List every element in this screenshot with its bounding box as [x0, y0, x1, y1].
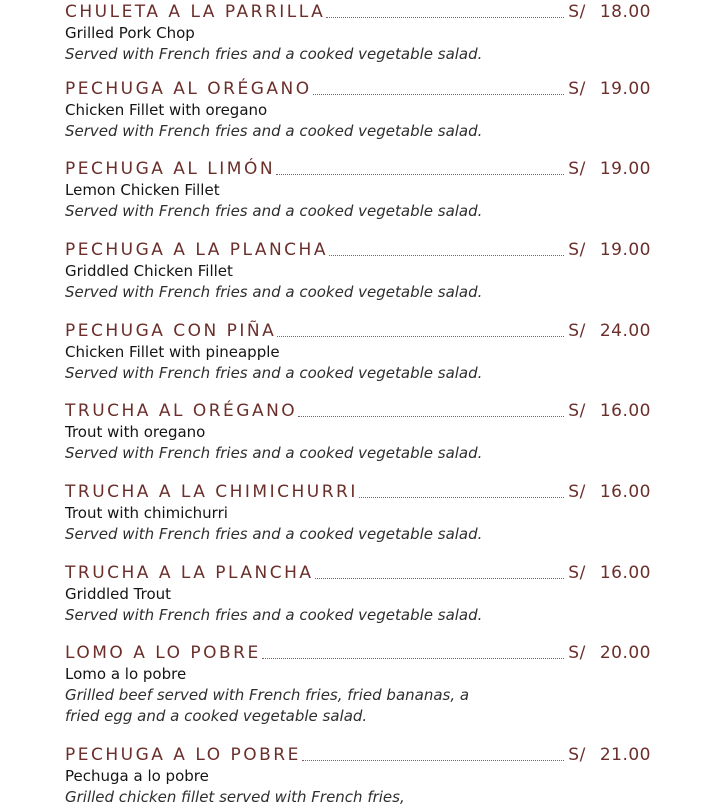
- dish-english-name: Pechuga a lo pobre: [65, 767, 209, 785]
- dish-price: [568, 158, 651, 180]
- dish-price: [568, 320, 651, 342]
- dish-description: fried egg and a cooked vegetable salad.: [65, 707, 368, 725]
- dot-leader: [302, 759, 564, 761]
- dot-leader: [298, 415, 564, 417]
- currency-symbol: S/: [568, 643, 586, 663]
- dot-leader: [277, 335, 564, 337]
- dish-price: [568, 400, 651, 422]
- dish-description: Served with French fries and a cooked vegetable salad.: [65, 444, 483, 462]
- dish-name: PECHUGA A LO POBRE: [65, 745, 301, 765]
- currency-symbol: S/: [568, 563, 586, 583]
- currency-symbol: S/: [568, 401, 586, 421]
- menu-item: [65, 158, 651, 222]
- dish-english-name: Griddled Chicken Fillet: [65, 262, 233, 280]
- currency-symbol: S/: [568, 2, 586, 22]
- dish-name: PECHUGA AL LIMÓN: [65, 159, 276, 179]
- menu-item-header: [65, 481, 651, 503]
- dish-description: Served with French fries and a cooked vegetable salad.: [65, 606, 483, 624]
- dot-leader: [326, 16, 564, 18]
- dish-name: LOMO A LO POBRE: [65, 643, 261, 663]
- currency-symbol: S/: [568, 745, 586, 765]
- price-value: 19.00: [599, 159, 651, 179]
- price-value: 20.00: [599, 643, 651, 663]
- dish-english-name: Griddled Trout: [65, 585, 172, 603]
- dish-name: PECHUGA A LA PLANCHA: [65, 240, 328, 260]
- price-value: 24.00: [599, 321, 651, 341]
- dish-price: [568, 562, 651, 584]
- price-value: 18.00: [599, 2, 651, 22]
- dish-description: Served with French fries and a cooked vegetable salad.: [65, 45, 483, 63]
- price-value: 16.00: [599, 563, 651, 583]
- menu-item-header: [65, 158, 651, 180]
- price-value: 21.00: [599, 745, 651, 765]
- dish-price: [568, 481, 651, 503]
- menu-item: [65, 1, 651, 65]
- menu-item: [65, 744, 651, 808]
- dish-price: [568, 239, 651, 261]
- dish-description: Served with French fries and a cooked vegetable salad.: [65, 202, 483, 220]
- menu-item: [65, 400, 651, 464]
- dish-description: Grilled beef served with French fries, fried bananas, a: [65, 686, 470, 704]
- menu-item-header: [65, 1, 651, 23]
- dot-leader: [329, 254, 564, 256]
- dish-english-name: Grilled Pork Chop: [65, 24, 195, 42]
- dish-english-name: Lemon Chicken Fillet: [65, 181, 220, 199]
- dish-description: Served with French fries and a cooked vegetable salad.: [65, 364, 483, 382]
- dish-name: TRUCHA AL ORÉGANO: [65, 401, 298, 421]
- menu-item-header: [65, 239, 651, 261]
- currency-symbol: S/: [568, 159, 586, 179]
- dish-name: PECHUGA CON PIÑA: [65, 321, 277, 341]
- price-value: 19.00: [599, 79, 651, 99]
- menu-item-header: [65, 320, 651, 342]
- dish-price: [568, 78, 651, 100]
- dot-leader: [315, 577, 565, 579]
- dish-name: TRUCHA A LA CHIMICHURRI: [65, 482, 358, 502]
- dish-name: CHULETA A LA PARRILLA: [65, 2, 326, 22]
- dish-price: [568, 642, 651, 664]
- menu-item: [65, 642, 651, 727]
- currency-symbol: S/: [568, 482, 586, 502]
- dot-leader: [313, 93, 565, 95]
- dot-leader: [276, 173, 564, 175]
- dish-price: [568, 744, 651, 766]
- dish-price: [568, 1, 651, 23]
- menu-item: [65, 239, 651, 303]
- price-value: 16.00: [599, 482, 651, 502]
- menu-item-header: [65, 642, 651, 664]
- menu-item-header: [65, 78, 651, 100]
- menu-item-header: [65, 744, 651, 766]
- dish-description: Served with French fries and a cooked vegetable salad.: [65, 283, 483, 301]
- menu-item: [65, 78, 651, 142]
- menu-item: [65, 481, 651, 545]
- price-value: 19.00: [599, 240, 651, 260]
- menu-item: [65, 562, 651, 626]
- price-value: 16.00: [599, 401, 651, 421]
- menu-item-header: [65, 400, 651, 422]
- currency-symbol: S/: [568, 240, 586, 260]
- menu-item-header: [65, 562, 651, 584]
- currency-symbol: S/: [568, 321, 586, 341]
- dish-description: Served with French fries and a cooked vegetable salad.: [65, 122, 483, 140]
- dish-english-name: Lomo a lo pobre: [65, 665, 187, 683]
- dish-english-name: Trout with chimichurri: [65, 504, 228, 522]
- dish-description: Grilled chicken fillet served with French fries,: [65, 788, 405, 806]
- dot-leader: [359, 496, 564, 498]
- dish-description: Served with French fries and a cooked vegetable salad.: [65, 525, 483, 543]
- dot-leader: [262, 657, 565, 659]
- dish-name: PECHUGA AL ORÉGANO: [65, 79, 312, 99]
- dish-english-name: Trout with oregano: [65, 423, 206, 441]
- menu-item: [65, 320, 651, 384]
- dish-english-name: Chicken Fillet with pineapple: [65, 343, 280, 361]
- currency-symbol: S/: [568, 79, 586, 99]
- dish-english-name: Chicken Fillet with oregano: [65, 101, 268, 119]
- dish-name: TRUCHA A LA PLANCHA: [65, 563, 314, 583]
